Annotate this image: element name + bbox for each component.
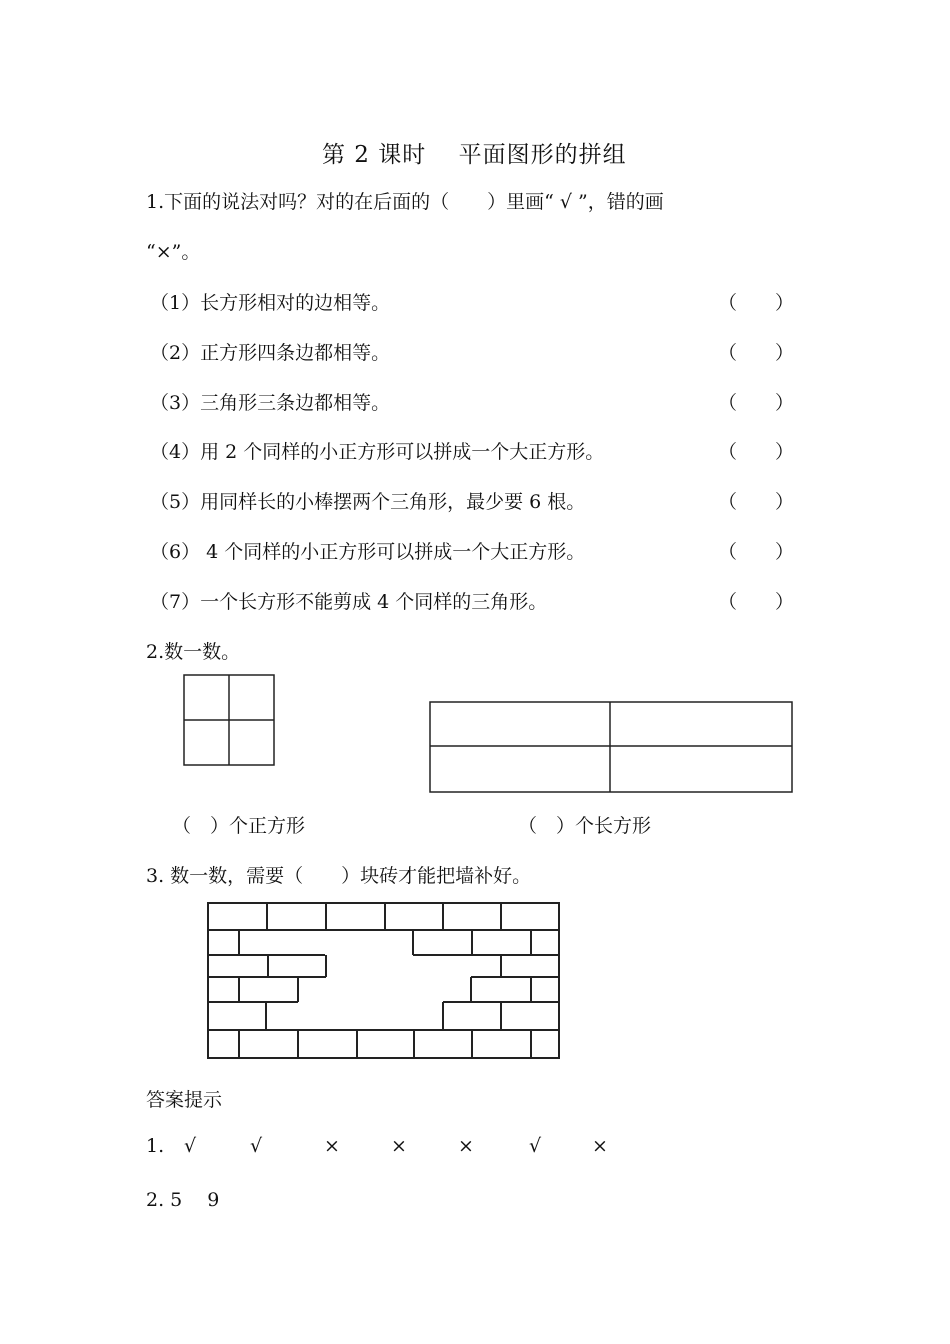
answer-mark-6: √ [529, 1135, 542, 1157]
four-squares-figure [183, 674, 275, 766]
answer-mark-5: × [458, 1135, 474, 1157]
answer-mark-1: √ [184, 1135, 197, 1157]
answers-line1-label: 1. [146, 1135, 165, 1157]
q1-item-6: （6） 4 个同样的小正方形可以拼成一个大正方形。 [150, 541, 586, 563]
q1-answer-blank-2[interactable]: （ ） [718, 342, 795, 364]
q2-heading: 2.数一数。 [146, 641, 241, 663]
q1-answer-blank-5[interactable]: （ ） [718, 491, 795, 513]
q2-right-caption: （ ）个长方形 [518, 815, 652, 837]
q1-answer-blank-3[interactable]: （ ） [718, 392, 795, 414]
rectangles-figure [429, 701, 794, 794]
page-title: 第 2 课时 平面图形的拼组 [322, 142, 627, 168]
answers-heading: 答案提示 [146, 1089, 223, 1111]
q1-item-1: （1）长方形相对的边相等。 [150, 292, 391, 314]
q1-answer-blank-7[interactable]: （ ） [718, 591, 795, 613]
q1-item-5: （5）用同样长的小棒摆两个三角形，最少要 6 根。 [150, 491, 586, 513]
answer-mark-2: √ [250, 1135, 263, 1157]
q1-intro-line2: “×”。 [146, 241, 201, 263]
q3-heading: 3. 数一数，需要（ ）块砖才能把墙补好。 [146, 865, 532, 887]
q1-item-4: （4）用 2 个同样的小正方形可以拼成一个大正方形。 [150, 441, 605, 463]
answers-line2: 2. 5 9 [146, 1189, 220, 1211]
q1-item-3: （3）三角形三条边都相等。 [150, 392, 391, 414]
answer-mark-4: × [391, 1135, 407, 1157]
q1-answer-blank-4[interactable]: （ ） [718, 441, 795, 463]
q1-item-2: （2）正方形四条边都相等。 [150, 342, 391, 364]
q2-left-caption: （ ）个正方形 [172, 815, 306, 837]
answer-mark-3: × [324, 1135, 340, 1157]
q1-answer-blank-1[interactable]: （ ） [718, 292, 795, 314]
answer-mark-7: × [592, 1135, 608, 1157]
q1-answer-blank-6[interactable]: （ ） [718, 541, 795, 563]
q1-intro-line1: 1.下面的说法对吗？对的在后面的（ ）里画“ √ ”，错的画 [146, 191, 664, 213]
brick-wall-figure [207, 902, 562, 1060]
q1-item-7: （7）一个长方形不能剪成 4 个同样的三角形。 [150, 591, 548, 613]
